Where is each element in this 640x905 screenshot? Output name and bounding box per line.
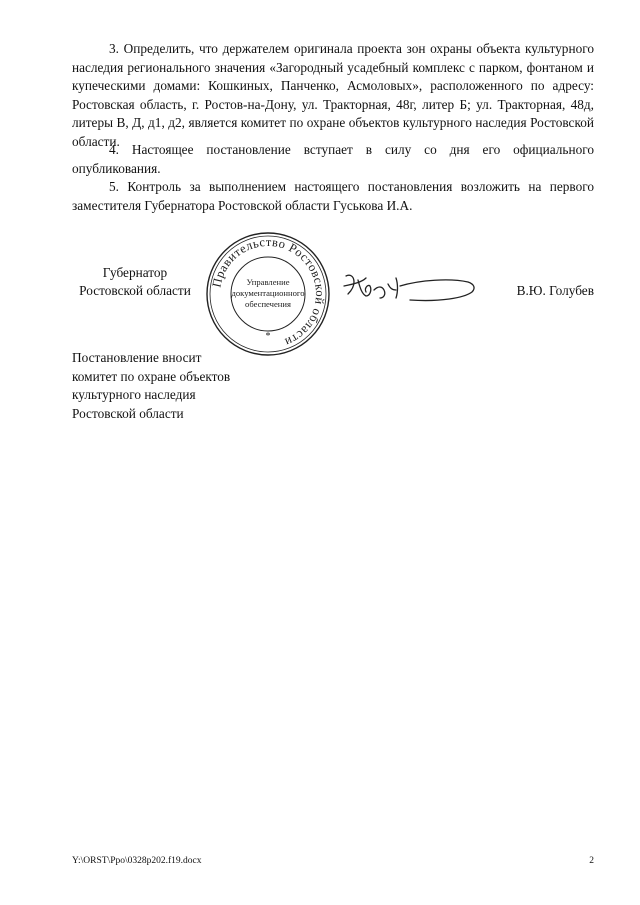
submitted-by-line1: Постановление вносит	[72, 350, 202, 365]
stamp-center-line2: документационного	[231, 288, 305, 298]
handwritten-signature	[340, 266, 480, 310]
submitted-by-block	[72, 349, 332, 423]
official-stamp	[203, 229, 333, 359]
footer-page-number: 2	[589, 856, 594, 866]
submitted-by-line2: комитет по охране объектов	[72, 368, 231, 384]
paragraph-5: 5. Контроль за выполнением настоящего постановления возложить на первого заместителя Губернатора Ростовской области Гуськова И.А.	[72, 179, 594, 213]
footer-file-path: Y:\ORST\Ppo\0328p202.f19.docx	[72, 856, 202, 866]
signatory-name: В.Ю. Голубев	[516, 283, 594, 298]
stamp-center-line3: обеспечения	[245, 299, 291, 309]
submitted-by-line3: культурного наследия	[72, 387, 196, 403]
stamp-center-line1: Управление	[246, 277, 290, 287]
signatory-position-line2: Ростовской области	[79, 283, 191, 298]
submitted-by-line4: Ростовской области	[72, 405, 184, 421]
paragraph-4: 4. Настоящее постановление вступает в силу со дня его официального опубликования.	[72, 142, 594, 176]
stamp-star: *	[265, 331, 271, 342]
signatory-position-line1: Губернатор	[102, 265, 168, 280]
stamp-ring-text: Правительство Ростовской области	[209, 234, 328, 350]
signatory-position	[72, 264, 198, 300]
paragraph-3: 3. Определить, что держателем оригинала проекта зон охраны объекта культурного наследия регионального значения «Загородный усадебный комплекс с парком, фонтаном и купеческими домами: Кошкиных, Панченко, Асмоловых», расположенного по адресу: Ростовская область, г. Ростов-на-Дону, ул. Тракторная, 48г, литер Б; ул. Тракторная, 48д, литеры В, Д, д1, д2, является комитет по охране объектов культурного наследия Ростовской области.	[72, 41, 594, 149]
